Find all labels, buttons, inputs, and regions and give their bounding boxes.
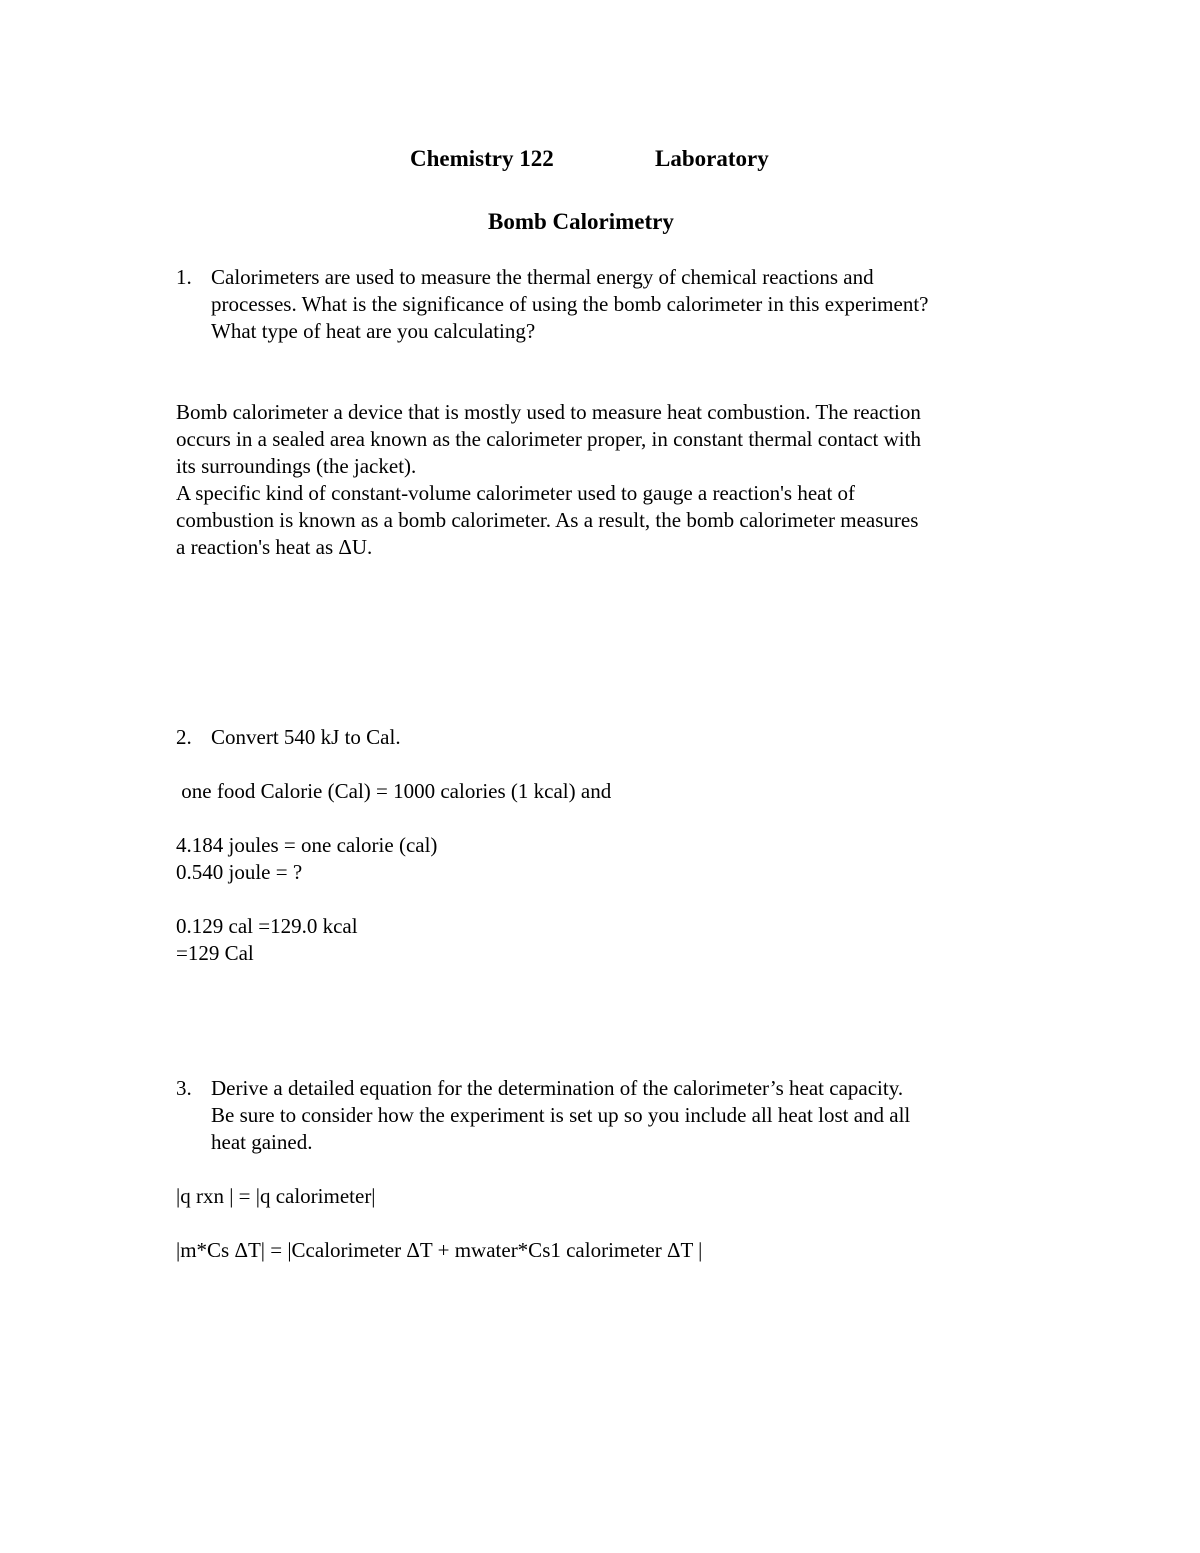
q1-answer-line: Bomb calorimeter a device that is mostly used to measure heat combustion. The reaction: [176, 400, 921, 424]
q2-answer-line: =129 Cal: [176, 941, 254, 965]
course-title: Chemistry 122: [410, 146, 554, 171]
q3-question-line: heat gained.: [211, 1130, 313, 1154]
q3-number: 3.: [176, 1076, 192, 1100]
q1-question-line: Calorimeters are used to measure the thermal energy of chemical reactions and: [211, 265, 874, 289]
q1-answer-line: a reaction's heat as ΔU.: [176, 535, 373, 559]
q1-question-line: processes. What is the significance of using the bomb calorimeter in this experiment?: [211, 292, 929, 316]
q2-answer-line: 0.540 joule = ?: [176, 860, 303, 884]
q3-question-line: Derive a detailed equation for the determination of the calorimeter’s heat capacity.: [211, 1076, 904, 1100]
q2-answer-line: 4.184 joules = one calorie (cal): [176, 833, 438, 857]
q1-answer-line: its surroundings (the jacket).: [176, 454, 417, 478]
q1-answer-line: combustion is known as a bomb calorimeter. As a result, the bomb calorimeter measures: [176, 508, 919, 532]
page-title: Bomb Calorimetry: [488, 209, 674, 234]
q1-answer-line: A specific kind of constant-volume calorimeter used to gauge a reaction's heat of: [176, 481, 856, 505]
q3-answer-line: |q rxn | = |q calorimeter|: [176, 1184, 376, 1208]
section-title: Laboratory: [655, 146, 769, 171]
q2-answer-line: 0.129 cal =129.0 kcal: [176, 914, 358, 938]
q3-answer-line: |m*Cs ΔT| = |Ccalorimeter ΔT + mwater*Cs1 calorimeter ΔT |: [176, 1238, 703, 1262]
q2-number: 2.: [176, 725, 192, 749]
q2-answer-line: one food Calorie (Cal) = 1000 calories (1 kcal) and: [176, 779, 612, 803]
q1-answer-line: occurs in a sealed area known as the calorimeter proper, in constant thermal contact with: [176, 427, 921, 451]
q3-question-line: Be sure to consider how the experiment is set up so you include all heat lost and all: [211, 1103, 911, 1127]
q1-question-line: What type of heat are you calculating?: [211, 319, 536, 343]
q2-question: Convert 540 kJ to Cal.: [211, 725, 401, 749]
q1-number: 1.: [176, 265, 192, 289]
